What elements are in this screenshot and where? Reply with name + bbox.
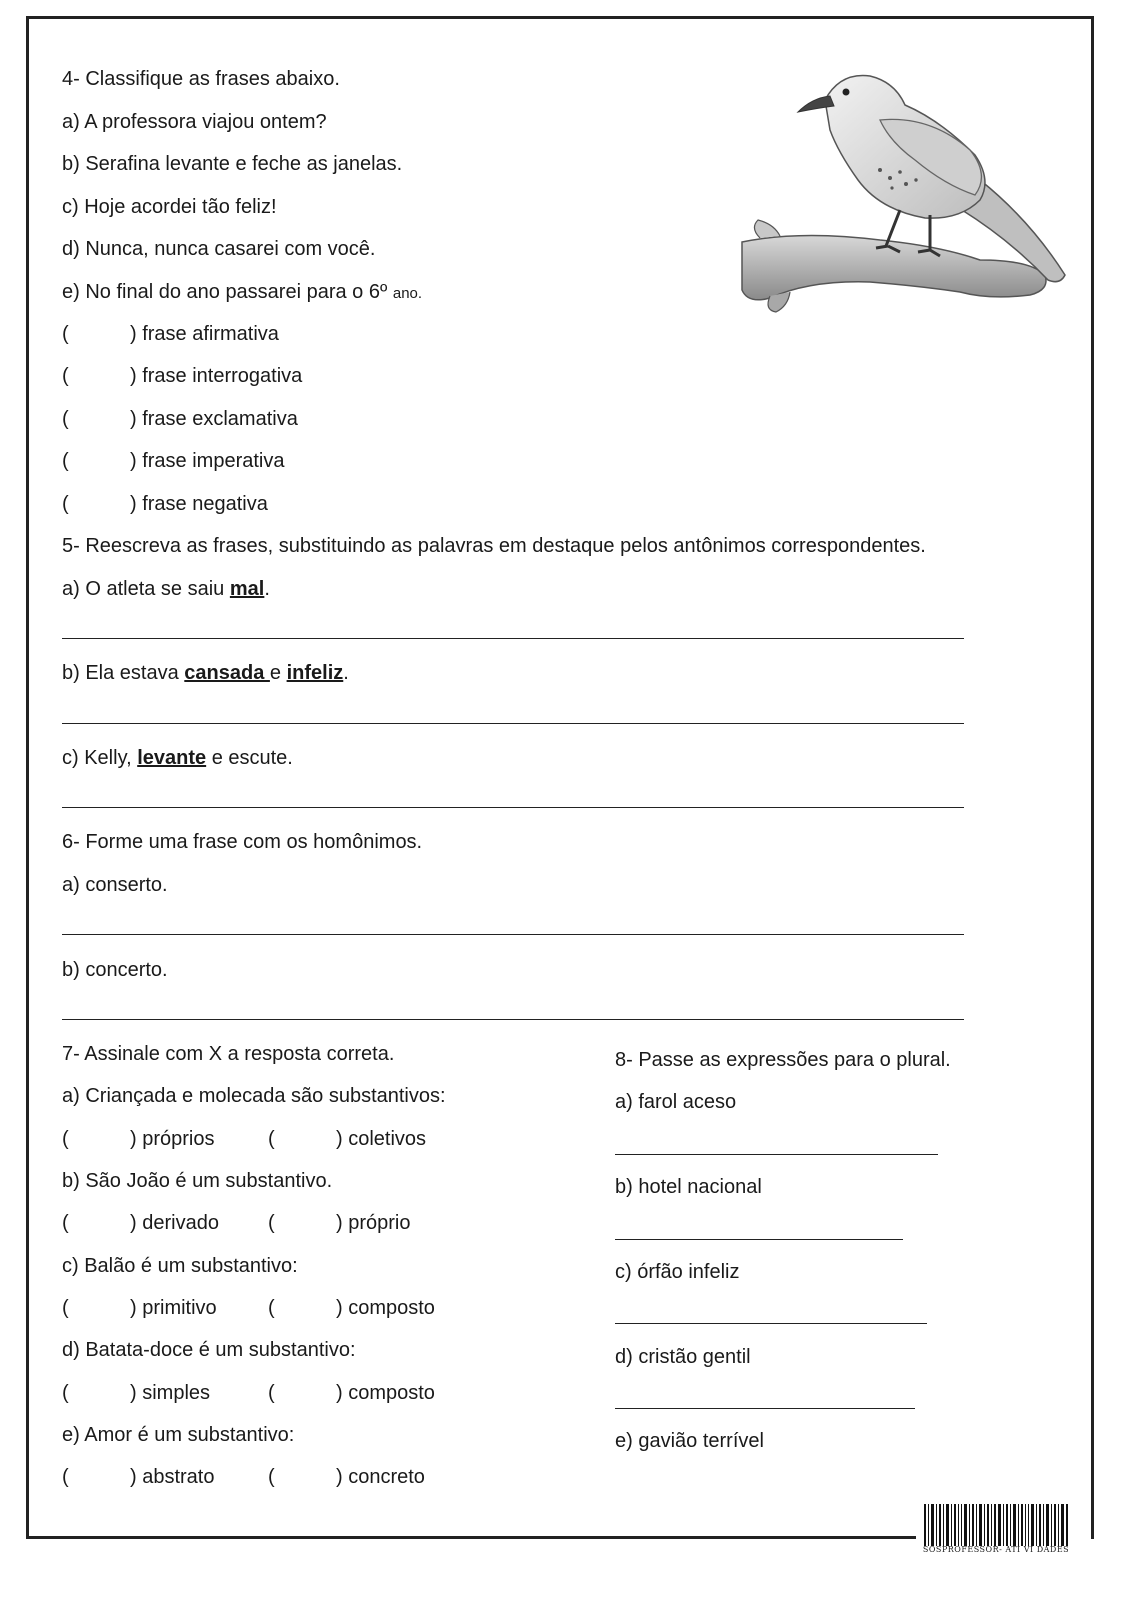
q7-option-2: ) composto: [336, 1297, 435, 1319]
q6-item-b: b) concerto.: [62, 959, 168, 981]
q8-item-a: a) farol aceso: [615, 1091, 737, 1113]
q5-b-highlight-2: infeliz: [286, 662, 344, 684]
q4-option: [62, 448, 285, 474]
q5-c-highlight: levante: [137, 747, 207, 769]
q7-question: b) São João é um substantivo.: [62, 1170, 333, 1192]
q4-item-c: c) Hoje acordei tão feliz!: [62, 196, 277, 218]
q4-option-paren[interactable]: (: [62, 450, 69, 472]
q7-option-1: ) derivado: [130, 1212, 219, 1234]
q7-options: [62, 1210, 219, 1236]
q7-option-1: ) próprios: [130, 1128, 215, 1150]
q4-item-e-small: ano.: [392, 285, 423, 302]
q7-options: [62, 1380, 210, 1406]
q7-paren[interactable]: (: [62, 1297, 69, 1319]
q7-paren[interactable]: (: [268, 1212, 275, 1234]
q4-option-label: ) frase imperativa: [130, 450, 285, 472]
q4-item-a: a) A professora viajou ontem?: [62, 111, 327, 133]
q4-item-d: d) Nunca, nunca casarei com você.: [62, 238, 376, 260]
q4-item-b: b) Serafina levante e feche as janelas.: [62, 153, 403, 175]
q5-title: 5- Reescreva as frases, substituindo as palavras em destaque pelos antônimos correspondentes.: [62, 535, 926, 557]
q5-b-highlight-1: cansada: [184, 662, 270, 684]
q5-b-text: b) Ela estava: [62, 662, 185, 684]
q7-options: [268, 1210, 410, 1236]
q7-question: c) Balão é um substantivo:: [62, 1255, 298, 1277]
q7-options: [268, 1380, 435, 1406]
q5-b-mid: e: [269, 662, 287, 684]
q4-option-paren[interactable]: (: [62, 365, 69, 387]
q4-option: [62, 491, 268, 517]
barcode-text: SOSPROFESSOR- ATI VI DADES: [922, 1545, 1070, 1554]
q4-option: [62, 406, 298, 432]
q7-paren[interactable]: (: [62, 1466, 69, 1488]
q7-option-2: ) composto: [336, 1382, 435, 1404]
q5-b-answer-line[interactable]: [62, 723, 964, 724]
q4-option-label: ) frase afirmativa: [130, 323, 279, 345]
q7-question: d) Batata-doce é um substantivo:: [62, 1339, 356, 1361]
q5-b-end: .: [343, 662, 349, 684]
q4-item-e-text: e) No final do ano passarei para o 6º: [62, 281, 388, 303]
q4-item-e: [62, 279, 422, 307]
q7-paren[interactable]: (: [268, 1128, 275, 1150]
q8-c-answer-line[interactable]: [615, 1323, 927, 1324]
q5-item-a: [62, 576, 270, 602]
q7-options: [268, 1464, 425, 1490]
q4-option-label: ) frase exclamativa: [130, 408, 298, 430]
q7-option-2: ) coletivos: [336, 1128, 427, 1150]
q8-item-c: c) órfão infeliz: [615, 1261, 740, 1283]
page-border-bottom: [26, 1536, 916, 1539]
q6-title: 6- Forme uma frase com os homônimos.: [62, 831, 423, 853]
q6-b-answer-line[interactable]: [62, 1019, 964, 1020]
q5-a-answer-line[interactable]: [62, 638, 964, 639]
q8-title: 8- Passe as expressões para o plural.: [615, 1049, 951, 1071]
q7-paren[interactable]: (: [268, 1466, 275, 1488]
q7-options: [62, 1464, 214, 1490]
q4-option-label: ) frase interrogativa: [130, 365, 303, 387]
q4-option-paren[interactable]: (: [62, 323, 69, 345]
q7-paren[interactable]: (: [268, 1382, 275, 1404]
q7-options: [62, 1126, 214, 1152]
q7-options: [268, 1295, 435, 1321]
q4-option-label: ) frase negativa: [130, 493, 268, 515]
q8-item-e: e) gavião terrível: [615, 1430, 764, 1452]
q5-a-text: a) O atleta se saiu: [62, 578, 230, 600]
q6-a-answer-line[interactable]: [62, 934, 964, 935]
q7-paren[interactable]: (: [62, 1212, 69, 1234]
q7-question: a) Criançada e molecada são substantivos:: [62, 1085, 446, 1107]
bird-illustration: [730, 60, 1075, 320]
q7-option-1: ) primitivo: [130, 1297, 217, 1319]
q8-b-answer-line[interactable]: [615, 1239, 903, 1240]
q7-option-1: ) simples: [130, 1382, 211, 1404]
q7-title: 7- Assinale com X a resposta correta.: [62, 1043, 395, 1065]
q5-item-b: [62, 660, 349, 686]
q8-item-d: d) cristão gentil: [615, 1346, 751, 1368]
q8-a-answer-line[interactable]: [615, 1154, 938, 1155]
q5-c-end: e escute.: [206, 747, 293, 769]
q6-item-a: a) conserto.: [62, 874, 168, 896]
q4-option-paren[interactable]: (: [62, 493, 69, 515]
q8-item-b: b) hotel nacional: [615, 1176, 762, 1198]
barcode-image: [922, 1504, 1070, 1546]
q7-options: [62, 1295, 217, 1321]
q7-option-2: ) próprio: [336, 1212, 411, 1234]
q7-option-2: ) concreto: [336, 1466, 425, 1488]
q4-option: [62, 363, 302, 389]
q4-option: [62, 321, 279, 347]
q7-option-1: ) abstrato: [130, 1466, 215, 1488]
q4-option-paren[interactable]: (: [62, 408, 69, 430]
q7-paren[interactable]: (: [268, 1297, 275, 1319]
q5-a-end: .: [264, 578, 270, 600]
q7-paren[interactable]: (: [62, 1128, 69, 1150]
q5-c-answer-line[interactable]: [62, 807, 964, 808]
q4-title: 4- Classifique as frases abaixo.: [62, 68, 340, 90]
q7-options: [268, 1126, 426, 1152]
q7-question: e) Amor é um substantivo:: [62, 1424, 295, 1446]
q7-paren[interactable]: (: [62, 1382, 69, 1404]
q5-a-highlight: mal: [229, 578, 265, 600]
q5-c-text: c) Kelly,: [62, 747, 138, 769]
q5-item-c: [62, 745, 293, 771]
q8-d-answer-line[interactable]: [615, 1408, 915, 1409]
